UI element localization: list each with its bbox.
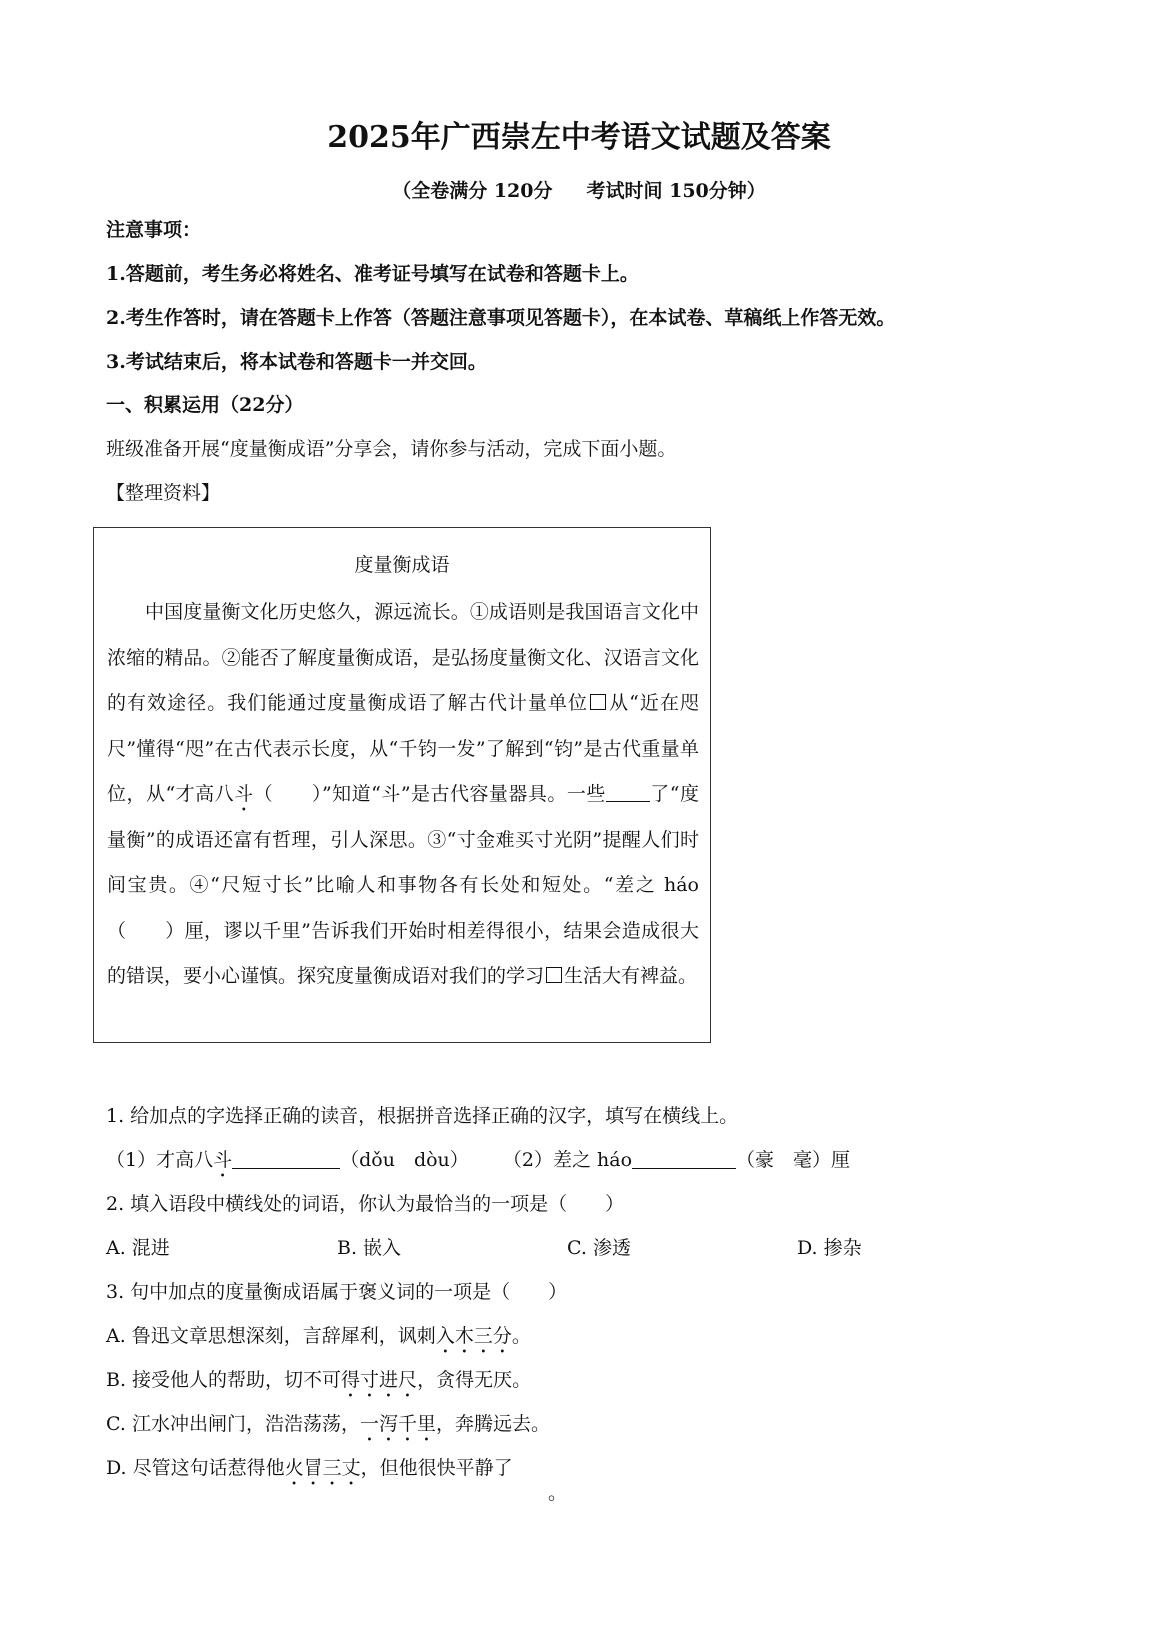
section-heading: 一、积累运用（22分）	[106, 394, 304, 416]
q2-option-d[interactable]: D. 掺杂	[797, 1237, 862, 1259]
exam-subtitle	[0, 176, 1158, 203]
dotted-char: 斗	[213, 1149, 233, 1171]
box-paragraph: 中国度量衡文化历史悠久，源远流长。①成语则是我国语言文化中浓缩的精品。②能否了解度量衡成语，是弘扬度量衡文化、汉语言文化的有效途径。我们能通过度量衡成语了解古代计量单位 从“近在咫尺”懂得“咫”在古代表示长度，从“千钧一发”了解到“钧”是古代重量单位，从“才高八斗（ ）”知道“斗”是古代容量器具。一些 了“度量衡”的成语还富有哲理，引人深思。③“寸金难买寸光阴”提醒人们时间宝贵。④“尺短寸长”比喻人和事物各有长处和短处。“差之 háo（ ）厘，谬以千里”告诉我们开始时相差得很小，结果会造成很大的错误，要小心谨慎。探究度量衡成语对我们的学习 生活大有裨益。	[107, 601, 699, 987]
q2-option-a[interactable]: A. 混进	[106, 1237, 170, 1259]
q1-parts: （1）才高八斗 （dǒu dòu） （2）差之 háo （豪 毫）厘	[106, 1149, 851, 1171]
q2-option-c[interactable]: C. 渗透	[567, 1237, 631, 1259]
notice-item-3: 3.考试结束后，将本试卷和答题卡一并交回。	[106, 351, 487, 373]
q3-stem: 3. 句中加点的度量衡成语属于褒义词的一项是（ ）	[106, 1281, 568, 1303]
option-d-end-mark: 。	[548, 1482, 568, 1504]
q2-options	[106, 1233, 1006, 1261]
q3-option-b[interactable]: B. 接受他人的帮助，切不可得寸进尺，贪得无厌。	[106, 1369, 532, 1391]
q2-option-b[interactable]: B. 嵌入	[337, 1237, 402, 1259]
dotted-char-dou: 斗	[234, 783, 254, 805]
section-intro: 班级准备开展“度量衡成语”分享会，请你参与活动，完成下面小题。	[106, 438, 677, 460]
q1-stem: 1. 给加点的字选择正确的读音，根据拼音选择正确的汉字，填写在横线上。	[106, 1105, 739, 1127]
notice-heading: 注意事项：	[106, 219, 202, 241]
material-box	[93, 527, 711, 1043]
box-title: 度量衡成语	[354, 554, 450, 576]
missing-punctuation-box	[590, 694, 606, 710]
q3-option-c[interactable]: C. 江水冲出闸门，浩浩荡荡，一泻千里，奔腾远去。	[106, 1413, 550, 1435]
answer-line-1[interactable]	[232, 1149, 340, 1169]
notice-item-1: 1.答题前，考生务必将姓名、准考证号填写在试卷和答题卡上。	[106, 263, 639, 285]
time-info: 考试时间 150分钟）	[586, 180, 766, 202]
q3-option-a[interactable]: A. 鲁迅文章思想深刻，言辞犀利，讽刺入木三分。	[106, 1325, 531, 1347]
q3-option-d[interactable]: D. 尽管这句话惹得他火冒三丈，但他很快平静了	[106, 1457, 513, 1479]
notice-item-2: 2.考生作答时，请在答题卡上作答（答题注意事项见答题卡），在本试卷、草稿纸上作答无效。	[106, 307, 896, 329]
score-info: （全卷满分 120分	[392, 180, 553, 202]
answer-line-2[interactable]	[632, 1149, 736, 1169]
missing-punctuation-box-2	[546, 967, 562, 983]
material-label: 【整理资料】	[106, 482, 221, 504]
q2-stem: 2. 填入语段中横线处的词语，你认为最恰当的一项是（ ）	[106, 1193, 625, 1215]
exam-title: 2025年广西崇左中考语文试题及答案	[327, 120, 831, 155]
fill-blank	[606, 782, 650, 802]
